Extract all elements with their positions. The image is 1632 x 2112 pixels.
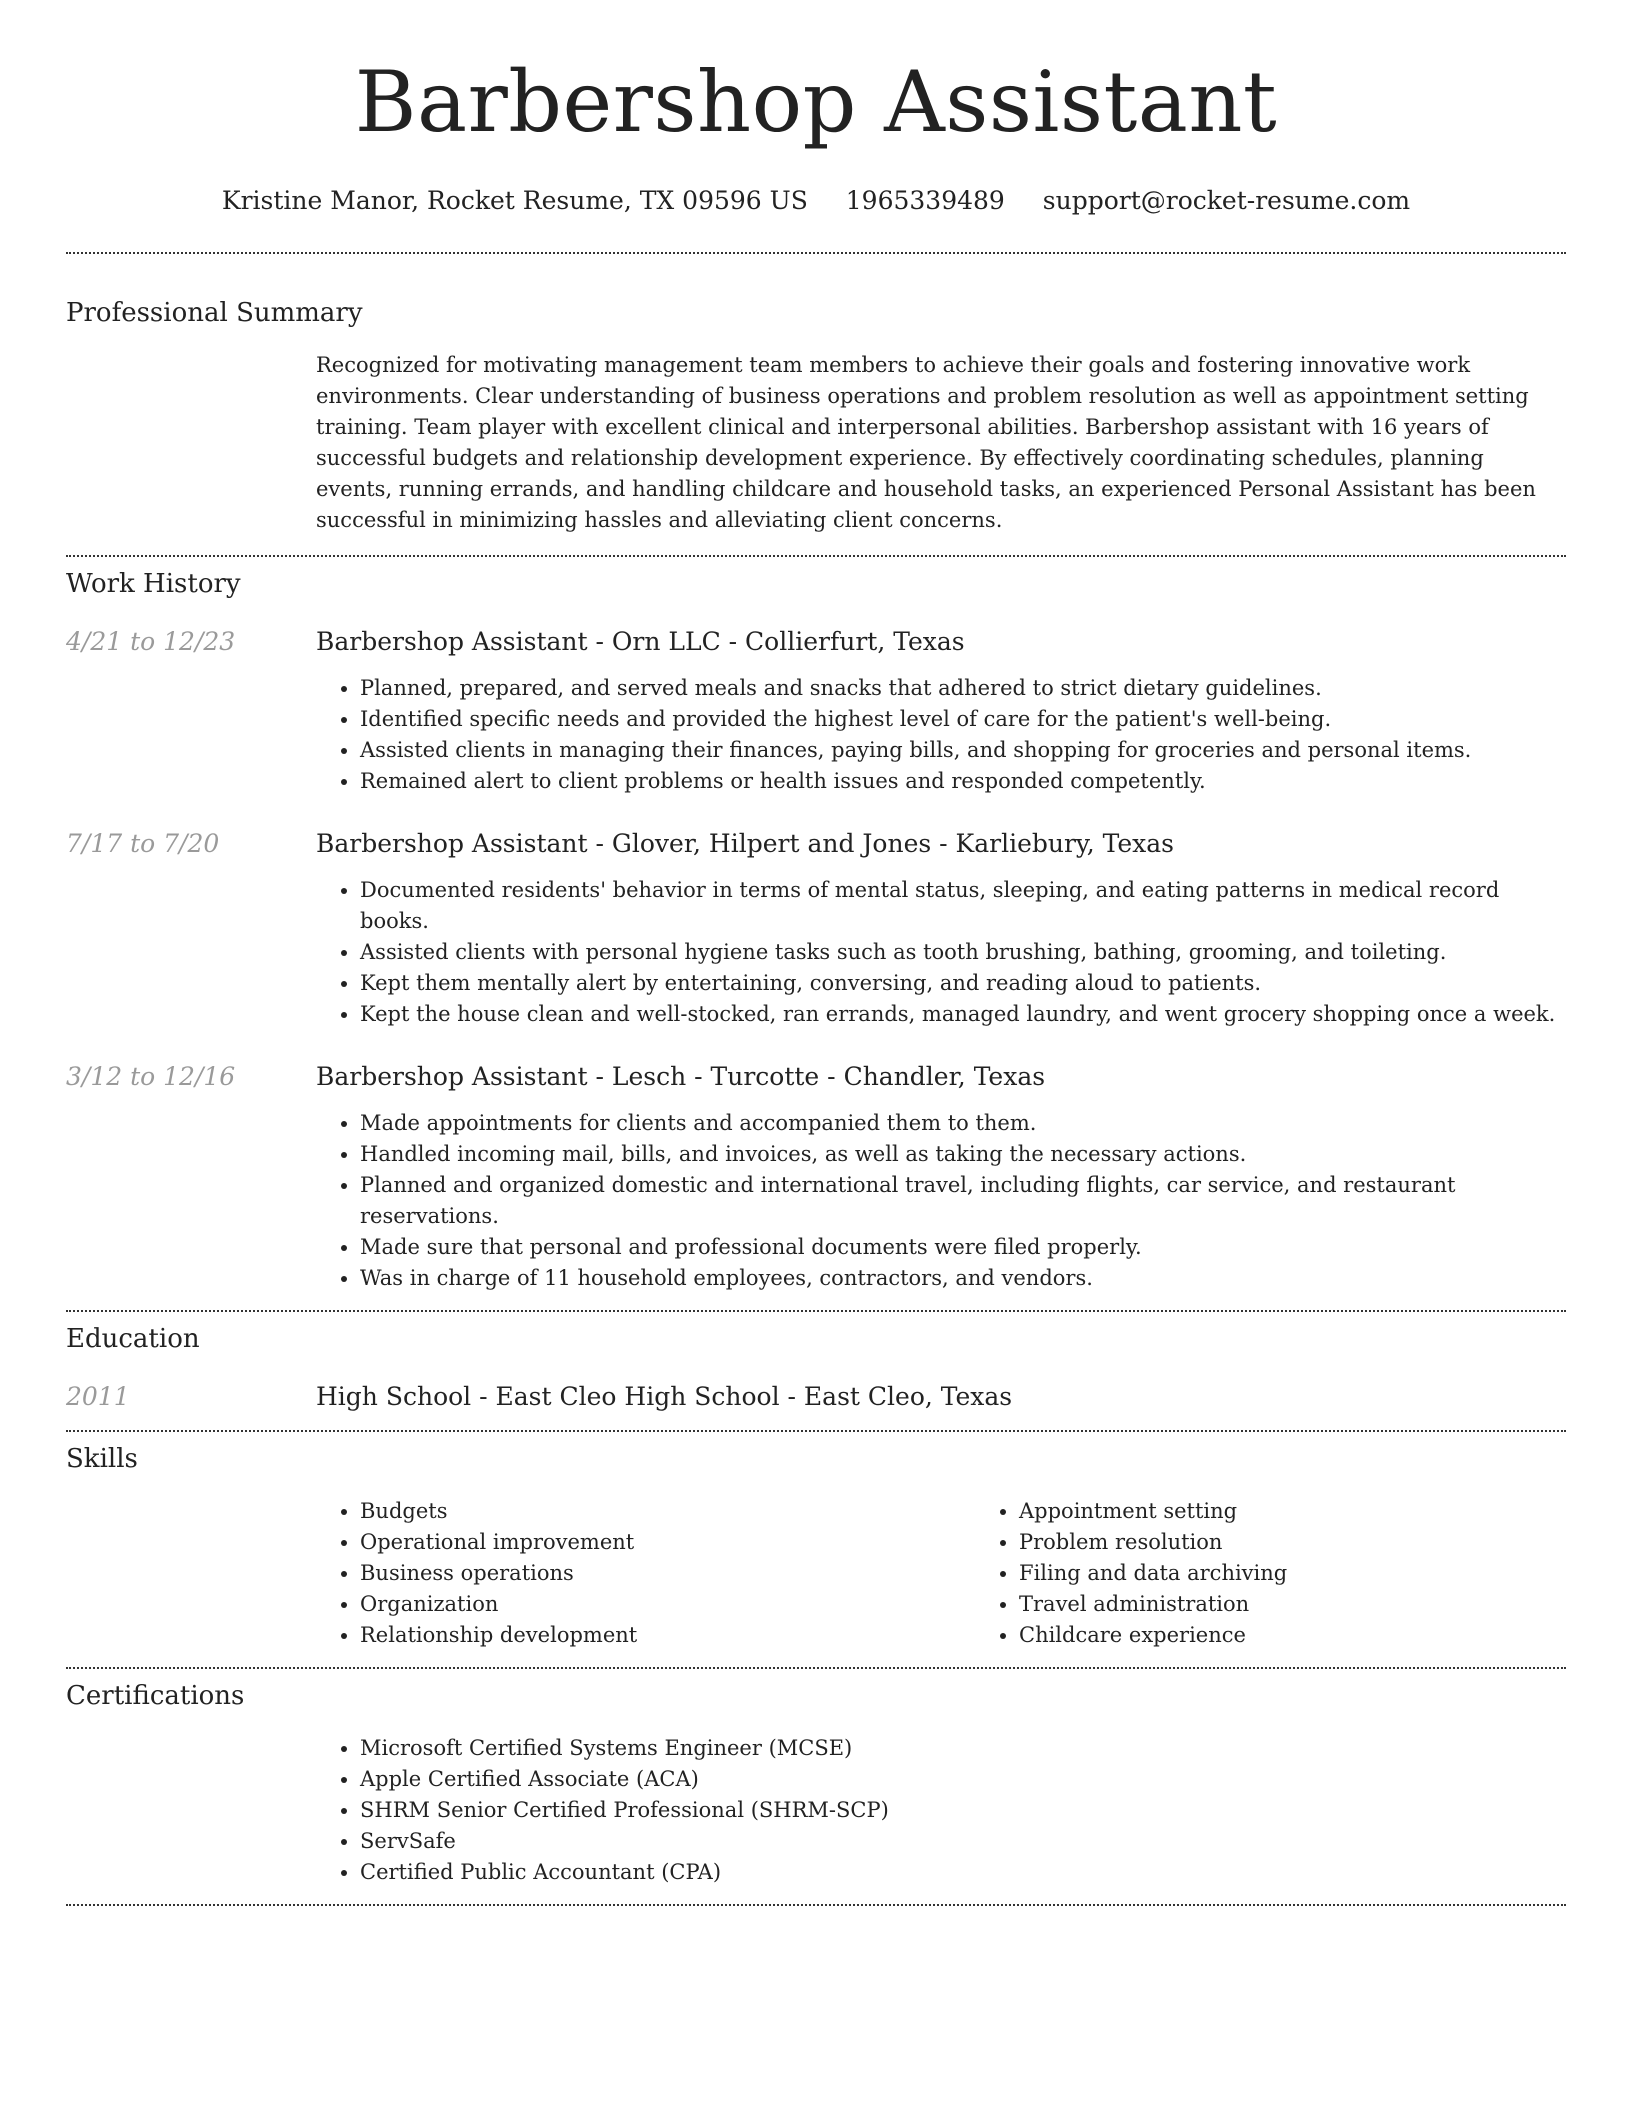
summary-title: Professional Summary [66,298,363,328]
contact-line [66,184,1566,218]
summary-text: Recognized for motivating management team members to achieve their goals and fostering innovative work environments. Clear understanding of business operations and problem resolution as well as appointment setting training. Team player with excellent clinical and interpersonal abilities. Barbershop assistant with 16 years of successful budgets and relationship development experience. By effectively coordinating schedules, planning events, running errands, and handling childcare and household tasks, an experienced Personal Assistant has been successful in minimizing hassles and alleviating client concerns. [316,353,1536,532]
contact-address: Kristine Manor, Rocket Resume, TX 09596 US [221,186,808,215]
skill-item: • Operational improvement [360,1527,975,1558]
skill-item: • Filing and data archiving [1019,1558,1632,1589]
job-bullet: • Kept them mentally alert by entertaining, conversing, and reading aloud to patients. [360,968,1566,999]
skills-title: Skills [66,1444,138,1474]
contact-phone: 1965339489 [845,186,1005,215]
skill-item: • Budgets [360,1496,975,1527]
education-title: Education [66,1324,200,1354]
skill-item: • Travel administration [1019,1589,1632,1620]
skill-item: • Organization [360,1589,975,1620]
skills-list-right [975,1496,1632,1651]
skill-item: • Problem resolution [1019,1527,1632,1558]
job-bullet: • Assisted clients with personal hygiene tasks such as tooth brushing, bathing, grooming, and toileting. [360,937,1566,968]
divider [66,1310,1566,1312]
job-bullets [316,673,1566,797]
job-bullet: • Planned and organized domestic and international travel, including flights, car service, and restaurant reservations. [360,1170,1566,1232]
job-bullet: • Remained alert to client problems or health issues and responded competently. [360,766,1566,797]
skill-item: • Appointment setting [1019,1496,1632,1527]
skills-section [66,1442,1566,1651]
job-heading: Barbershop Assistant - Orn LLC - Collierfurt, Texas [316,627,965,656]
job-entry [66,827,1566,1030]
divider [66,1667,1566,1669]
education-section [66,1322,1566,1414]
job-heading: Barbershop Assistant - Glover, Hilpert and Jones - Karliebury, Texas [316,829,1174,858]
job-dates: 3/12 to 12/16 [66,1062,236,1091]
job-entry [66,1060,1566,1294]
job-bullet: • Was in charge of 11 household employees, contractors, and vendors. [360,1263,1566,1294]
summary-section [66,296,1566,536]
job-dates: 7/17 to 7/20 [66,829,220,858]
job-bullet: • Documented residents' behavior in terms of mental status, sleeping, and eating patterns in medical record books. [360,875,1566,937]
work-section [66,567,1566,1294]
certification-item: • SHRM Senior Certified Professional (SHRM-SCP) [360,1795,1566,1826]
job-bullet: • Made appointments for clients and accompanied them to them. [360,1108,1566,1139]
skills-list-left [316,1496,975,1651]
certification-item: • Apple Certified Associate (ACA) [360,1764,1566,1795]
job-bullets [316,1108,1566,1294]
job-bullet: • Made sure that personal and professional documents were filed properly. [360,1232,1566,1263]
job-bullet: • Planned, prepared, and served meals and snacks that adhered to strict dietary guidelines. [360,673,1566,704]
job-heading: Barbershop Assistant - Lesch - Turcotte - Chandler, Texas [316,1062,1046,1091]
divider [66,1904,1566,1906]
certification-item: • ServSafe [360,1826,1566,1857]
job-dates: 4/21 to 12/23 [66,627,236,656]
job-bullet: • Assisted clients in managing their finances, paying bills, and shopping for groceries and personal items. [360,735,1566,766]
divider [66,1430,1566,1432]
job-bullet: • Kept the house clean and well-stocked, ran errands, managed laundry, and went grocery shopping once a week. [360,999,1566,1030]
skill-item: • Childcare experience [1019,1620,1632,1651]
certifications-section [66,1679,1566,1888]
certification-item: • Certified Public Accountant (CPA) [360,1857,1566,1888]
certifications-list [316,1733,1566,1888]
job-bullets [316,875,1566,1030]
job-bullet: • Identified specific needs and provided the highest level of care for the patient's well-being. [360,704,1566,735]
contact-email: support@rocket-resume.com [1042,186,1411,215]
work-title: Work History [66,569,241,599]
divider [66,252,1566,254]
education-year: 2011 [66,1382,130,1411]
divider [66,555,1566,557]
certification-item: • Microsoft Certified Systems Engineer (MCSE) [360,1733,1566,1764]
certifications-title: Certifications [66,1681,245,1711]
skill-item: • Relationship development [360,1620,975,1651]
job-entry [66,625,1566,797]
education-heading: High School - East Cleo High School - East Cleo, Texas [316,1382,1013,1411]
skill-item: • Business operations [360,1558,975,1589]
resume-name: Barbershop Assistant [354,53,1278,151]
job-bullet: • Handled incoming mail, bills, and invoices, as well as taking the necessary actions. [360,1139,1566,1170]
education-entry [66,1380,1566,1414]
